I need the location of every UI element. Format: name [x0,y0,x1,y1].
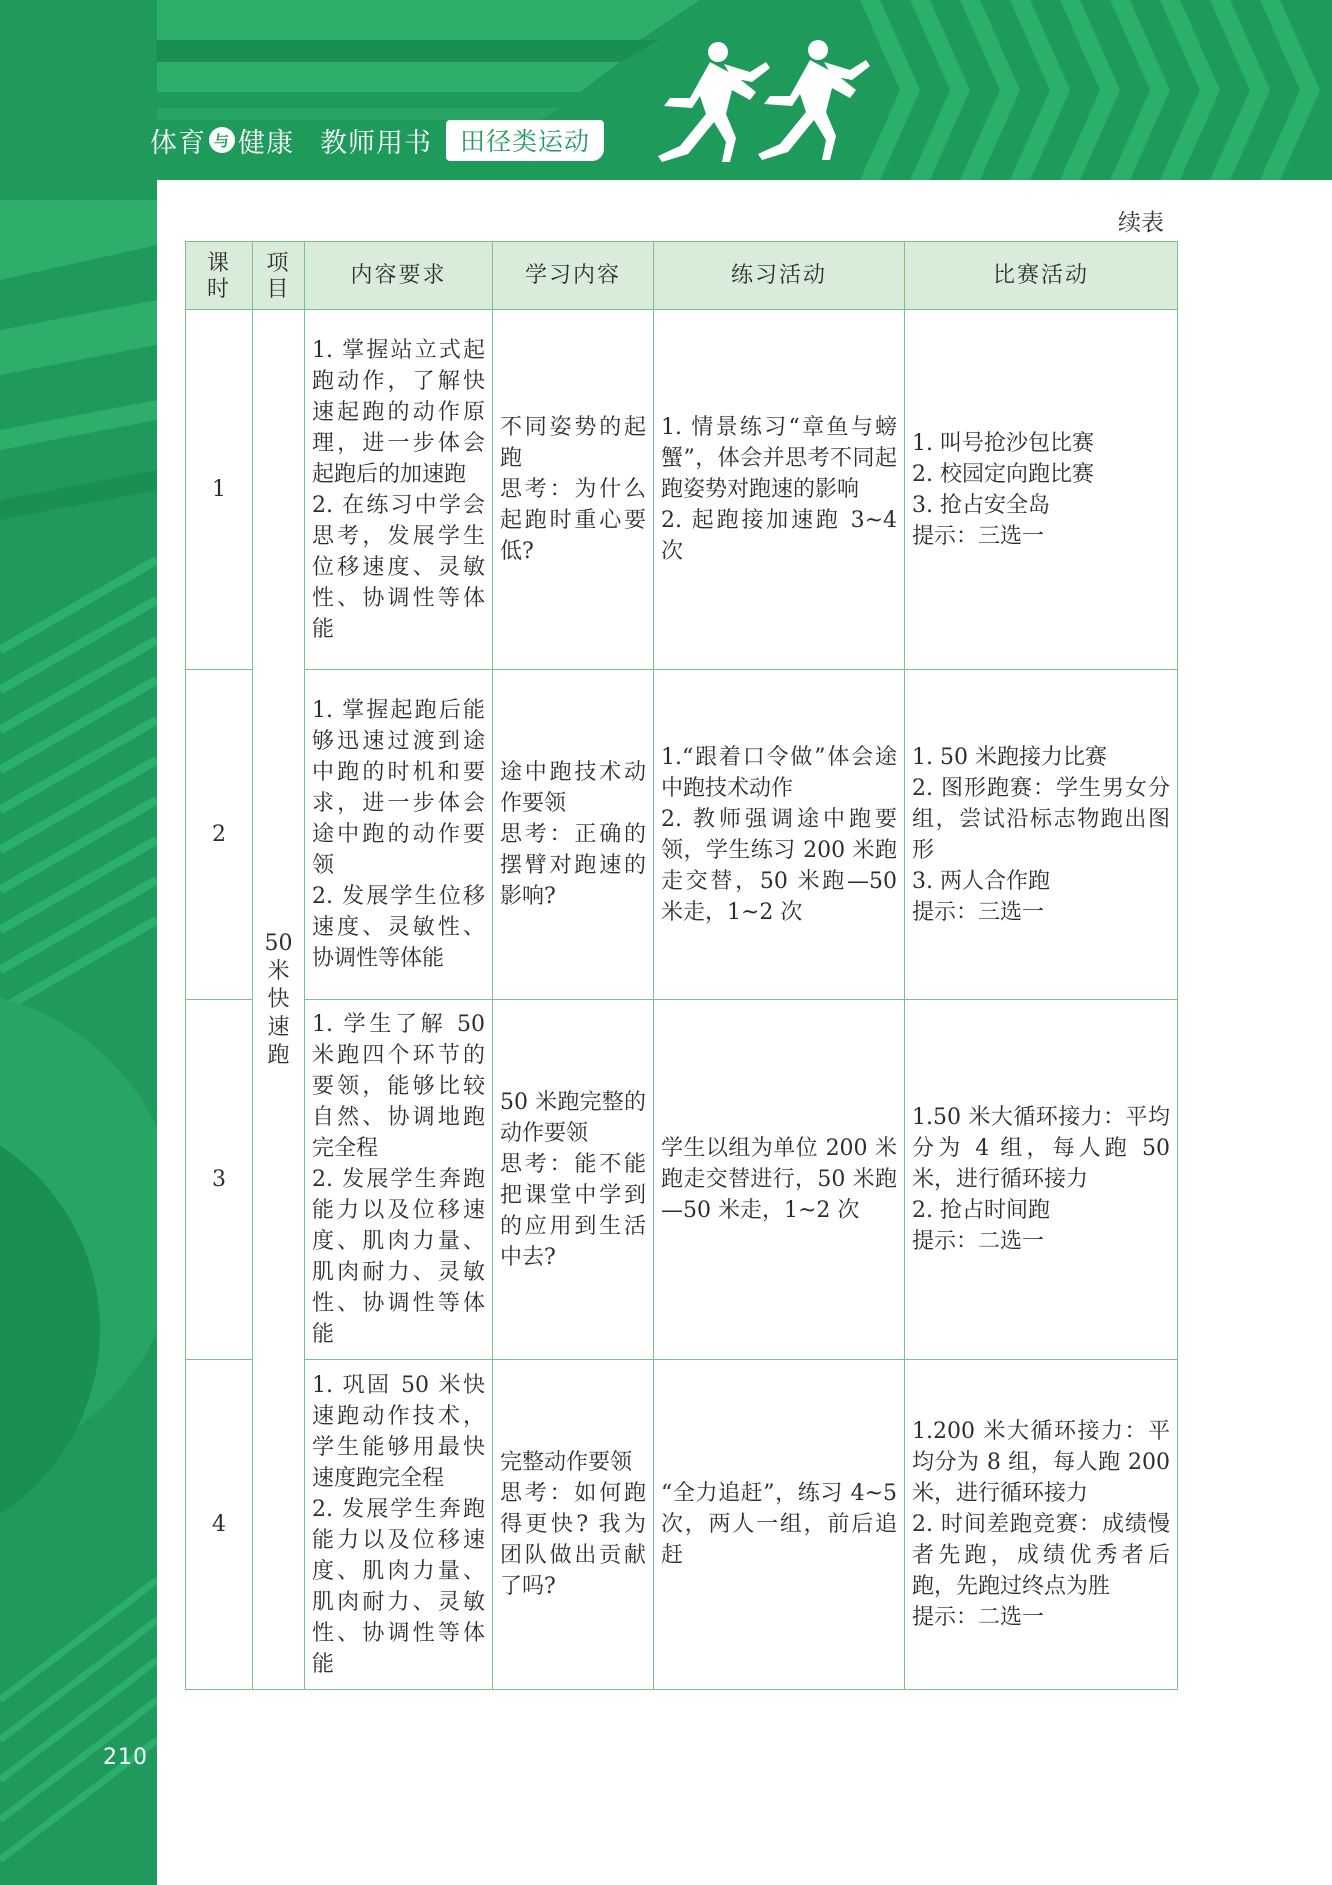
lesson-number: 3 [186,1000,253,1360]
learning-cell: 途中跑技术动作要领 思考：正确的摆臂对跑速的影响? [493,670,654,1000]
practice-cell: 学生以组为单位 200 米跑走交替进行，50 米跑—50 米走，1~2 次 [654,1000,905,1360]
project-cell: 50 米 快 速 跑 [253,310,305,1690]
section-tag: 田径类运动 [446,120,604,161]
table-row [186,670,1178,1000]
requirements-cell: 1. 学生了解 50 米跑四个环节的要领，能够比较自然、协调地跑完全程 2. 发展学生奔跑能力以及位移速度、肌肉力量、肌肉耐力、灵敏性、协调性等体能 [305,1000,493,1360]
title-part-sports: 体育 [150,127,206,159]
practice-cell: “全力追赶”，练习 4~5 次，两人一组，前后追赶 [654,1360,905,1690]
competition-cell: 1. 50 米跑接力比赛 2. 图形跑赛：学生男女分组，尝试沿标志物跑出图形 3. 两人合作跑 提示：三选一 [905,670,1178,1000]
title-part-teacher-book: 教师用书 [320,127,432,159]
learning-cell: 50 米跑完整的动作要领 思考：能不能把课堂中学到的应用到生活中去? [493,1000,654,1360]
left-decoration [0,0,157,1885]
competition-cell: 1. 叫号抢沙包比赛 2. 校园定向跑比赛 3. 抢占安全岛 提示：三选一 [905,310,1178,670]
learning-cell: 不同姿势的起跑 思考：为什么起跑时重心要低? [493,310,654,670]
header-learning: 学习内容 [493,242,654,310]
requirements-cell: 1. 巩固 50 米快速跑动作技术，学生能够用最快速度跑完全程 2. 发展学生奔跑能力以及位移速度、肌肉力量、肌肉耐力、灵敏性、协调性等体能 [305,1360,493,1690]
header-title [150,120,604,160]
title-part-health: 健康 [238,127,294,159]
requirements-cell: 1. 掌握站立式起跑动作，了解快速起跑的动作原理，进一步体会起跑后的加速跑 2. 在练习中学会思考，发展学生位移速度、灵敏性、协调性等体能 [305,310,493,670]
table-header-row [186,242,1178,310]
page-number: 210 [103,1745,148,1770]
header-lesson: 课 时 [186,242,253,310]
competition-cell: 1.200 米大循环接力：平均分为 8 组，每人跑 200 米，进行循环接力 2. 时间差跑竞赛：成绩慢者先跑，成绩优秀者后跑，先跑过终点为胜 提示：二选一 [905,1360,1178,1690]
header-project: 项 目 [253,242,305,310]
header-practice: 练习活动 [654,242,905,310]
requirements-cell: 1. 掌握起跑后能够迅速过渡到途中跑的时机和要求，进一步体会途中跑的动作要领 2. 发展学生位移速度、灵敏性、协调性等体能 [305,670,493,1000]
header-competition: 比赛活动 [905,242,1178,310]
competition-cell: 1.50 米大循环接力：平均分为 4 组，每人跑 50 米，进行循环接力 2. 抢占时间跑 提示：二选一 [905,1000,1178,1360]
lesson-number: 2 [186,670,253,1000]
continued-table-label: 续表 [1118,210,1164,236]
learning-cell: 完整动作要领 思考：如何跑得更快? 我为团队做出贡献了吗? [493,1360,654,1690]
header-requirements: 内容要求 [305,242,493,310]
lesson-number: 4 [186,1360,253,1690]
left-band [0,0,157,1885]
runners-icon [640,38,880,163]
title-circle-and: 与 [209,127,235,153]
practice-cell: 1. 情景练习“章鱼与螃蟹”，体会并思考不同起跑姿势对跑速的影响 2. 起跑接加速跑 3~4 次 [654,310,905,670]
practice-cell: 1.“跟着口令做”体会途中跑技术动作 2. 教师强调途中跑要领，学生练习 200 米跑走交替，50 米跑—50 米走，1~2 次 [654,670,905,1000]
table-row [186,1360,1178,1690]
table-row [186,1000,1178,1360]
lesson-plan-table [185,241,1178,1690]
lesson-number: 1 [186,310,253,670]
table-row [186,310,1178,670]
